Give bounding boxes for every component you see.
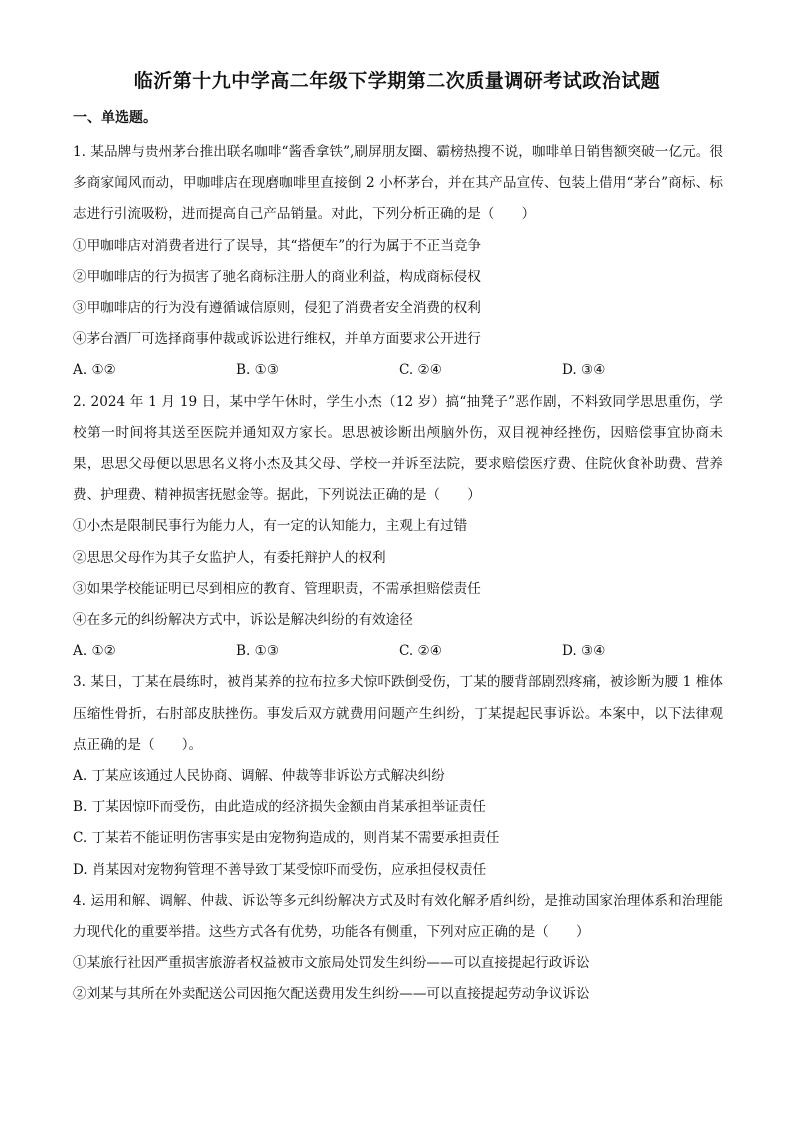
statement-item: ③如果学校能证明已尽到相应的教育、管理职责，不需承担赔偿责任 xyxy=(73,580,481,597)
statement-item: ②刘某与其所在外卖配送公司因拖欠配送费用发生纠纷——可以直接提起劳动争议诉讼 xyxy=(73,986,590,1003)
option-a: A. 丁某应该通过人民协商、调解、仲裁等非诉讼方式解决纠纷 xyxy=(73,768,445,785)
statement-item: ①甲咖啡店对消费者进行了误导，其“搭便车”的行为属于不正当竞争 xyxy=(73,237,482,254)
question-stem: 4. 运用和解、调解、仲裁、诉讼等多元纠纷解决方式及时有效化解矛盾纠纷，是推动国家治理体系和治理能力现代化的重要举措。这些方式各有优势，功能各有侧重，下列对应正确的是（ ） xyxy=(73,892,723,941)
question-4 xyxy=(73,886,723,1011)
statement-item: ②思思父母作为其子女监护人，有委托辩护人的权利 xyxy=(73,549,386,566)
question-stem: 2. 2024 年 1 月 19 日，某中学午休时，学生小杰（12 岁）搞“抽凳子”恶作剧，不料致同学思思重伤，学校第一时间将其送至医院并通知双方家长。思思被诊断出颅脑外伤，双目视神经挫伤，因赔偿事宜协商未果，思思父母便以思思名义将小杰及其父母、学校一并诉至法院，要求赔偿医疗费、住院伙食补助费、营养费、护理费、精神损害抚慰金等。据此，下列说法正确的是（ ） xyxy=(73,393,723,504)
answer-choices xyxy=(73,636,723,667)
statement-item: ①小杰是限制民事行为能力人，有一定的认知能力，主观上有过错 xyxy=(73,518,468,535)
option-b: B. 丁某因惊吓而受伤，由此造成的经济损失金额由肖某承担举证责任 xyxy=(73,799,486,816)
answer-choices xyxy=(73,355,723,386)
option-d: D. 肖某因对宠物狗管理不善导致丁某受惊吓而受伤，应承担侵权责任 xyxy=(73,861,487,878)
choice-c: C. ②④ xyxy=(399,643,442,660)
choice-d: D. ③④ xyxy=(562,643,606,660)
question-stem: 1. 某品牌与贵州茅台推出联名咖啡“酱香拿铁”,刷屏朋友圈、霸榜热搜不说，咖啡单日销售额突破一亿元。很多商家闻风而动，甲咖啡店在现磨咖啡里直接倒 2 小杯茅台，并在其产品宣传、包装上借用“茅台”商标、标志进行引流吸粉，进而提高自己产品销量。对此，下列分析正确的是（ ） xyxy=(73,144,723,223)
question-stem: 3. 某日，丁某在晨练时，被肖某养的拉布拉多犬惊吓跌倒受伤，丁某的腰背部剧烈疼痛，被诊断为腰 1 椎体压缩性骨折，右肘部皮肤挫伤。事发后双方就费用问题产生纠纷，丁某提起民事诉讼。本案中，以下法律观点正确的是（ ）。 xyxy=(73,674,723,753)
question-2 xyxy=(73,387,723,668)
choice-d: D. ③④ xyxy=(562,362,606,379)
statement-item: ①某旅行社因严重损害旅游者权益被市文旅局处罚发生纠纷——可以直接提起行政诉讼 xyxy=(73,955,590,972)
question-3 xyxy=(73,667,723,885)
section-heading: 一、单选题。 xyxy=(73,110,157,126)
statement-item: ③甲咖啡店的行为没有遵循诚信原则，侵犯了消费者安全消费的权利 xyxy=(73,300,481,317)
statement-item: ④在多元的纠纷解决方式中，诉讼是解决纠纷的有效途径 xyxy=(73,612,413,629)
choice-a: A. ①② xyxy=(73,362,116,379)
choice-c: C. ②④ xyxy=(399,362,442,379)
statement-item: ②甲咖啡店的行为损害了驰名商标注册人的商业利益，构成商标侵权 xyxy=(73,268,481,285)
question-list xyxy=(73,137,723,1011)
choice-a: A. ①② xyxy=(73,643,116,660)
page-title: 临沂第十九中学高二年级下学期第二次质量调研考试政治试题 xyxy=(133,70,661,92)
statement-item: ④茅台酒厂可选择商事仲裁或诉讼进行维权，并单方面要求公开进行 xyxy=(73,331,481,348)
question-1 xyxy=(73,137,723,387)
choice-b: B. ①③ xyxy=(236,362,280,379)
choice-b: B. ①③ xyxy=(236,643,280,660)
option-c: C. 丁某若不能证明伤害事实是由宠物狗造成的，则肖某不需要承担责任 xyxy=(73,830,500,847)
